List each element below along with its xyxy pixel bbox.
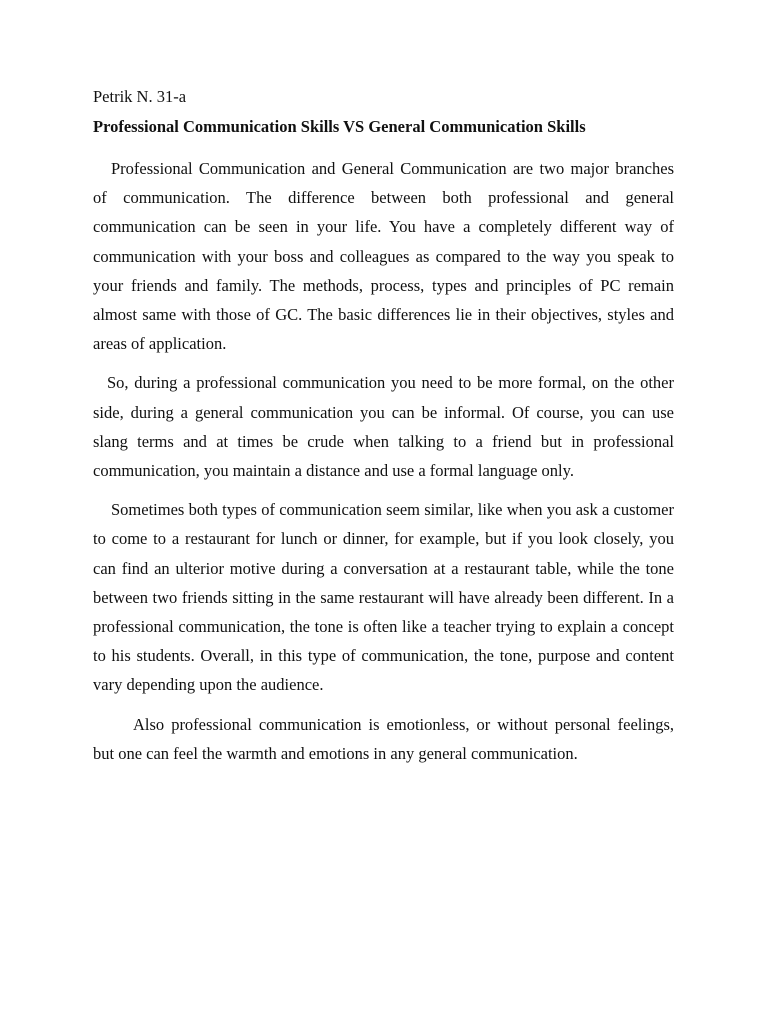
document-body	[93, 86, 674, 768]
paragraph-3: Sometimes both types of communication seem similar, like when you ask a customer to come to a restaurant for lunch or dinner, for example, but if you look closely, you can find an ulterior motive during a conversation at a restaurant table, while the tone between two friends sitting in the same restaurant will have already been different. In a professional communication, the tone is often like a teacher trying to explain a concept to his students. Overall, in this type of communication, the tone, purpose and content vary depending upon the audience.	[93, 500, 674, 695]
author-line: Petrik N. 31-a	[93, 87, 187, 106]
paragraph-1: Professional Communication and General Communication are two major branches of communication. The difference between both professional and general communication can be seen in your life. You have a completely different way of communication with your boss and colleagues as compared to the way you speak to your friends and family. The methods, process, types and principles of PC remain almost same with those of GC. The basic differences lie in their objectives, styles and areas of application.	[93, 159, 674, 354]
paragraph-2: So, during a professional communication you need to be more formal, on the other side, during a general communication you can be informal. Of course, you can use slang terms and at times be crude when talking to a friend but in professional communication, you maintain a distance and use a formal language only.	[93, 373, 674, 481]
document-title: Professional Communication Skills VS General Communication Skills	[93, 117, 586, 136]
paragraph-4: Also professional communication is emotionless, or without personal feelings, but one can feel the warmth and emotions in any general communication.	[93, 714, 674, 763]
